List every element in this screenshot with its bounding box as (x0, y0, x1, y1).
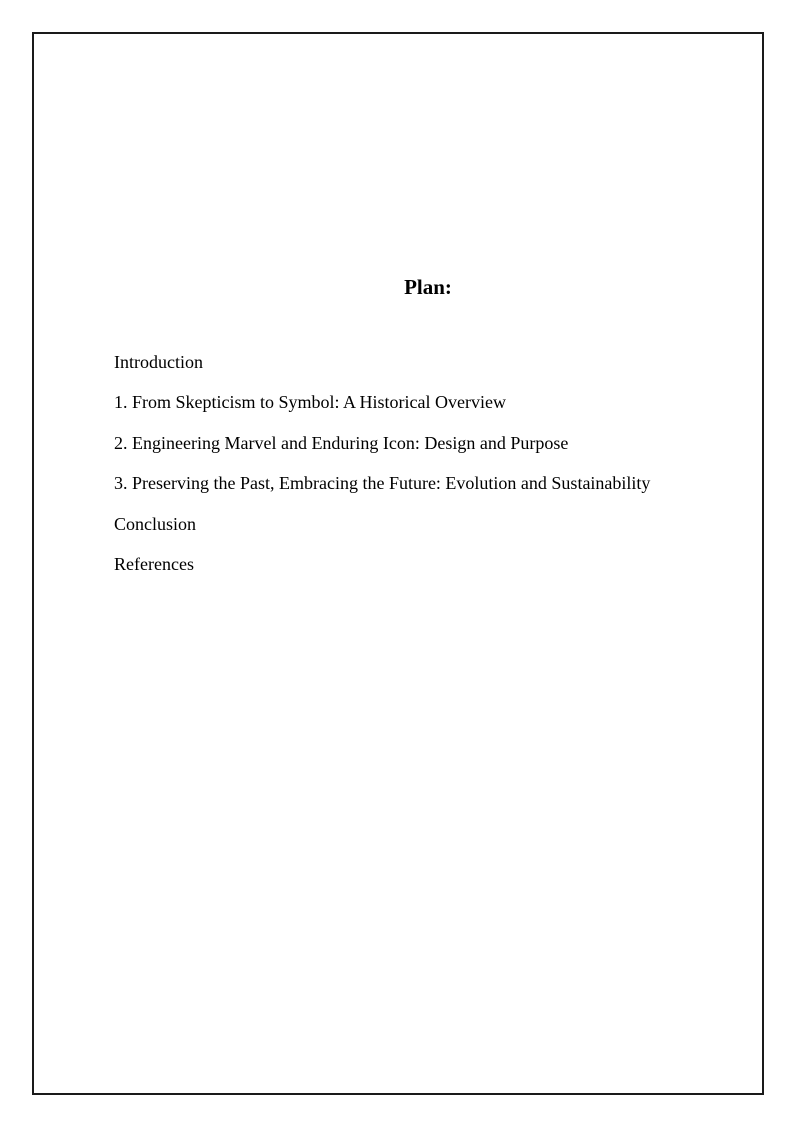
toc-item-conclusion: Conclusion (114, 513, 197, 534)
page-title: Plan: (404, 275, 452, 299)
table-of-contents (114, 350, 650, 592)
toc-item-references: References (114, 553, 194, 574)
toc-item-introduction: Introduction (114, 352, 203, 372)
toc-item-section-3: 3. Preserving the Past, Embracing the Future: Evolution and Sustainability (114, 473, 651, 494)
toc-item-section-2: 2. Engineering Marvel and Enduring Icon: Design and Purpose (114, 432, 569, 453)
toc-item-section-1: 1. From Skepticism to Symbol: A Historical Overview (114, 392, 506, 413)
